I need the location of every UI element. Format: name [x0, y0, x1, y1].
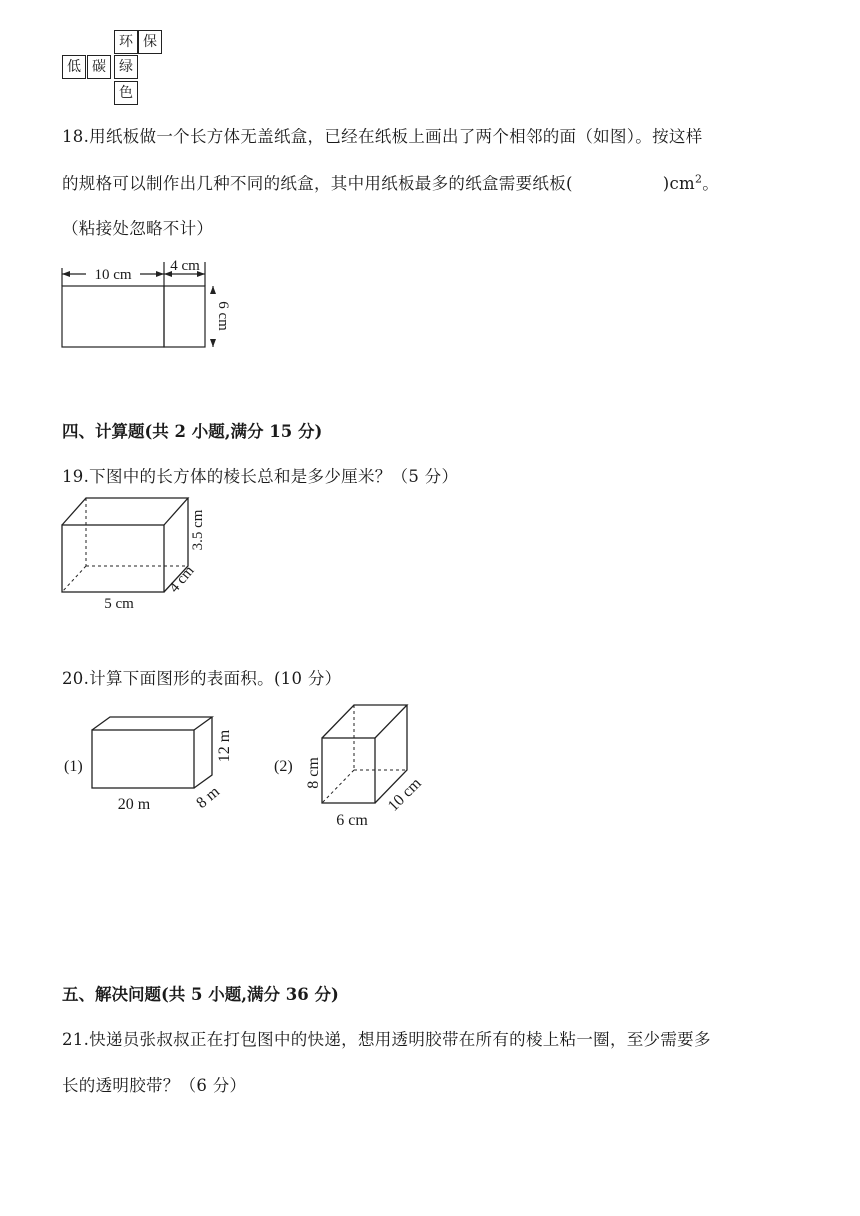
- label-10cm: 10 cm: [384, 774, 425, 815]
- section-five-title: 五、解决问题(共 5 小题,满分 36 分): [62, 985, 339, 1004]
- label-10cm: 10 cm: [94, 267, 132, 283]
- net-cell: 绿: [114, 55, 138, 79]
- q21-line2: 长的透明胶带？（6 分）: [62, 1076, 247, 1095]
- q19-text: 19.下图中的长方体的棱长总和是多少厘米？（5 分）: [62, 467, 459, 486]
- net-cell: 色: [114, 81, 138, 105]
- label-20m: 20 m: [117, 796, 151, 813]
- q18-unit: )cm: [662, 174, 695, 193]
- q18-line1: 18.用纸板做一个长方体无盖纸盒，已经在纸板上画出了两个相邻的面（如图）。按这样: [62, 127, 703, 146]
- label-6cm: 6 cm: [215, 301, 231, 331]
- fig1-tag: (1): [64, 758, 83, 775]
- label-8cm: 8 cm: [305, 757, 322, 789]
- q18-line3: （粘接处忽略不计）: [62, 219, 214, 238]
- label-6cm: 6 cm: [336, 812, 368, 829]
- label-4cm: 4 cm: [170, 258, 200, 274]
- q21-line1: 21.快递员张叔叔正在打包图中的快递，想用透明胶带在所有的棱上粘一圈，至少需要多: [62, 1030, 711, 1049]
- q20-text: 20.计算下面图形的表面积。(10 分）: [62, 669, 342, 688]
- fig2-tag: (2): [274, 758, 293, 775]
- q20-cuboid-2: [322, 705, 407, 803]
- label-12m: 12 m: [216, 729, 233, 763]
- q18-period: 。: [702, 174, 720, 193]
- label-3-5cm: 3.5 cm: [190, 509, 206, 551]
- net-cell: 保: [138, 30, 162, 54]
- net-cell: 低: [62, 55, 86, 79]
- q18-line2-text: 的规格可以制作出几种不同的纸盒，其中用纸板最多的纸盒需要纸板(: [62, 174, 573, 193]
- section-four-title: 四、计算题(共 2 小题,满分 15 分): [62, 422, 323, 441]
- net-cell: 碳: [87, 55, 111, 79]
- label-5cm: 5 cm: [104, 596, 134, 612]
- q20-cuboid-1: [92, 717, 212, 788]
- label-8m: 8 m: [193, 783, 223, 812]
- net-cell: 环: [114, 30, 138, 54]
- q18-unit-exp: 2: [694, 172, 703, 186]
- label-4cm: 4 cm: [166, 562, 198, 596]
